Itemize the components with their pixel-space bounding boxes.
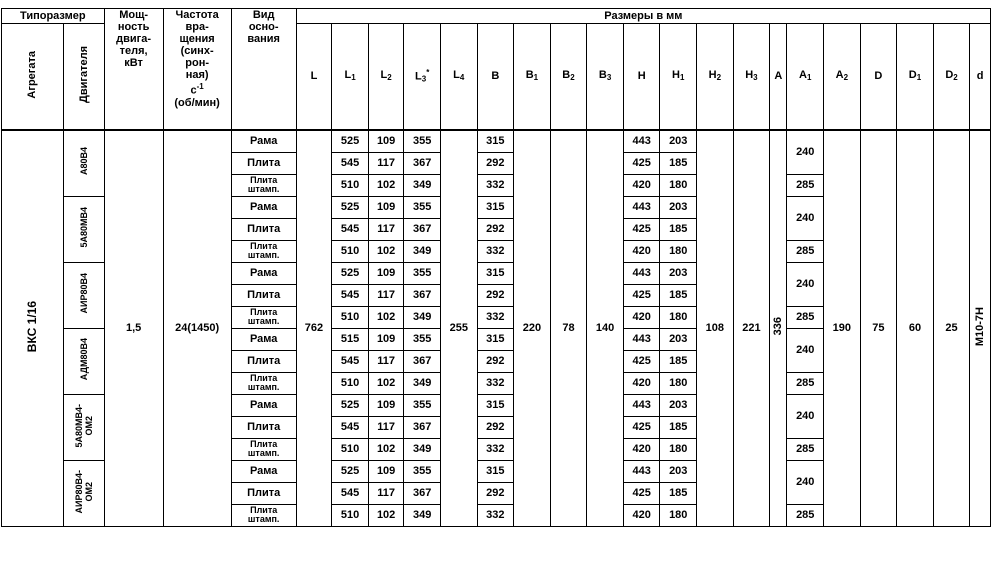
header-dim-h3 [733,24,770,130]
motor-label: АИР80В4 [78,273,89,314]
cell-agregat [2,130,64,527]
cell-motor [63,328,104,394]
header-dim-subscript: 1 [533,72,539,82]
cell-B: 292 [477,284,514,306]
header-dim-subscript: 4 [459,72,465,82]
header-dim-symbol: A [835,68,844,81]
header-dim-subscript: 3 [753,72,758,82]
dimensions-table [1,8,991,527]
cell-B: 332 [477,174,514,196]
header-dim-b [477,24,514,130]
cell-H: 420 [623,372,660,394]
cell-L2: 109 [368,460,404,482]
cell-d [970,130,991,527]
header-dim-superscript: * [426,67,430,77]
cell-L1: 510 [332,504,369,526]
header-power-text: Мощ- ность двига- теля, кВт [116,9,152,69]
header-dim-symbol: d [976,70,984,83]
cell-L1: 510 [332,240,369,262]
cell-B: 292 [477,416,514,438]
cell-A1: 240 [787,196,824,240]
cell-B1: 220 [514,130,551,527]
cell-A1: 285 [787,174,824,196]
cell-L3: 367 [404,350,441,372]
cell-base-type: Плита штамп. [231,306,296,328]
header-dim-h [623,24,660,130]
cell-L1: 525 [332,460,369,482]
cell-D1: 60 [897,130,934,527]
header-speed [163,9,231,130]
agregat-label: ВКС 1/16 [25,300,40,353]
cell-L2: 109 [368,196,404,218]
cell-base-type: Рама [231,262,296,284]
cell-motor [63,460,104,526]
cell-L2: 109 [368,328,404,350]
cell-H1: 180 [660,372,697,394]
cell-H1: 180 [660,240,697,262]
cell-B: 315 [477,130,514,153]
cell-A1: 285 [787,240,824,262]
cell-L1: 545 [332,284,369,306]
cell-L3: 367 [404,482,441,504]
cell-A1: 240 [787,262,824,306]
cell-A1: 285 [787,504,824,526]
cell-H: 425 [623,350,660,372]
cell-L1: 510 [332,438,369,460]
cell-B: 292 [477,482,514,504]
header-dim-h1 [660,24,697,130]
cell-D2: 25 [933,130,970,527]
header-dim-symbol: B [598,68,607,81]
header-dimensions: Размеры в мм [296,9,990,24]
cell-H: 443 [623,262,660,284]
header-dim-symbol: D [874,70,883,83]
header-dim-subscript: 2 [953,72,958,82]
cell-A1: 240 [787,460,824,504]
cell-H: 420 [623,504,660,526]
cell-speed: 24(1450) [163,130,231,527]
header-dim-subscript: 1 [806,72,812,82]
header-dim-symbol: A [799,68,807,81]
header-dim-l4 [440,24,477,130]
cell-H1: 180 [660,174,697,196]
cell-B: 315 [477,460,514,482]
cell-L2: 102 [368,240,404,262]
cell-base-type: Плита штамп. [231,240,296,262]
cell-H3: 221 [733,130,770,527]
cell-L3: 349 [404,438,441,460]
cell-L1: 545 [332,350,369,372]
cell-H1: 185 [660,152,697,174]
cell-base-type: Плита [231,218,296,240]
header-base-type [231,9,296,130]
cell-base-type: Рама [231,130,296,153]
cell-H: 425 [623,218,660,240]
header-dim-l3 [404,24,441,130]
header-dim-symbol: A [774,70,783,83]
cell-H1: 203 [660,196,697,218]
header-dim-subscript: 1 [679,72,685,82]
cell-power: 1,5 [104,130,163,527]
cell-H: 420 [623,306,660,328]
cell-L2: 102 [368,174,404,196]
header-dim-symbol: H [745,68,754,81]
cell-L2: 117 [368,350,404,372]
cell-B: 332 [477,438,514,460]
cell-L2: 117 [368,218,404,240]
cell-L3: 367 [404,416,441,438]
cell-H: 425 [623,152,660,174]
cell-L3: 349 [404,504,441,526]
cell-H: 443 [623,394,660,416]
header-dim-symbol: D [908,68,917,81]
cell-B: 332 [477,306,514,328]
cell-A [770,130,787,527]
cell-base-type: Плита [231,416,296,438]
cell-H1: 185 [660,218,697,240]
cell-H2: 108 [697,130,734,527]
header-agregat [2,24,64,130]
cell-L1: 525 [332,130,369,153]
cell-L2: 109 [368,130,404,153]
cell-B: 315 [477,262,514,284]
cell-B: 332 [477,504,514,526]
header-dim-symbol: B [491,70,500,83]
header-dim-a1 [787,24,824,130]
cell-H1: 180 [660,504,697,526]
cell-L3: 349 [404,174,441,196]
cell-L1: 515 [332,328,369,350]
A-value: 336 [772,317,785,336]
cell-base-type: Рама [231,394,296,416]
motor-label: 5А80МВ4- ОМ2 [73,403,94,448]
header-dim-b2 [550,24,587,130]
cell-L4: 255 [440,130,477,527]
cell-H1: 203 [660,262,697,284]
cell-L3: 349 [404,372,441,394]
cell-H1: 180 [660,306,697,328]
cell-L3: 355 [404,328,441,350]
header-dim-subscript: 3 [421,74,427,84]
cell-L3: 367 [404,152,441,174]
cell-H1: 185 [660,350,697,372]
cell-A1: 285 [787,372,824,394]
cell-H1: 180 [660,438,697,460]
cell-H1: 203 [660,394,697,416]
cell-L2: 102 [368,306,404,328]
cell-H: 425 [623,416,660,438]
cell-L1: 545 [332,416,369,438]
header-dim-b1 [514,24,551,130]
cell-A1: 285 [787,306,824,328]
cell-H: 420 [623,240,660,262]
cell-B: 332 [477,240,514,262]
cell-H1: 203 [660,328,697,350]
header-dim-symbol: H [672,68,680,81]
cell-H: 425 [623,482,660,504]
header-dim-symbol: L [453,68,460,81]
cell-L3: 355 [404,130,441,153]
cell-A1: 285 [787,438,824,460]
cell-L2: 109 [368,394,404,416]
cell-L: 762 [296,130,332,527]
cell-base-type: Плита штамп. [231,174,296,196]
cell-B: 315 [477,328,514,350]
header-dim-subscript: 1 [351,72,356,82]
cell-motor [63,130,104,197]
cell-B: 292 [477,152,514,174]
header-dim-l [296,24,332,130]
cell-L2: 109 [368,262,404,284]
cell-A1: 240 [787,130,824,175]
cell-L3: 349 [404,306,441,328]
cell-L2: 102 [368,438,404,460]
motor-label: АИР80В4- ОМ2 [73,469,94,514]
cell-base-type: Рама [231,196,296,218]
header-dim-a [770,24,787,130]
cell-L1: 525 [332,394,369,416]
cell-H1: 203 [660,130,697,153]
header-dim-symbol: B [525,68,534,81]
header-dim-symbol: B [562,68,571,81]
header-dim-symbol: L [380,68,388,81]
cell-B: 292 [477,218,514,240]
cell-L2: 117 [368,284,404,306]
cell-L2: 102 [368,372,404,394]
header-power [104,9,163,130]
cell-H: 443 [623,460,660,482]
motor-label: А80В4 [78,147,89,176]
header-base-type-text: Вид осно- вания [247,9,280,45]
cell-L3: 367 [404,218,441,240]
cell-L3: 349 [404,240,441,262]
cell-L2: 102 [368,504,404,526]
cell-L3: 367 [404,284,441,306]
cell-motor [63,196,104,262]
header-dim-d2 [933,24,970,130]
header-motor [63,24,104,130]
cell-H1: 185 [660,416,697,438]
cell-D: 75 [860,130,897,527]
header-tiporazmer: Типоразмер [2,9,105,24]
cell-B2: 78 [550,130,587,527]
cell-L1: 510 [332,306,369,328]
header-dim-subscript: 3 [606,72,612,82]
cell-H1: 185 [660,284,697,306]
header-dim-d [860,24,897,130]
header-dim-b3 [587,24,624,130]
header-dim-symbol: L [310,70,318,83]
cell-H: 420 [623,174,660,196]
header-dim-symbol: D [945,68,954,81]
header-dim-symbol: L [415,70,422,83]
cell-L2: 117 [368,152,404,174]
header-dim-l1 [332,24,369,130]
cell-A1: 240 [787,394,824,438]
cell-B3: 140 [587,130,624,527]
header-dim-subscript: 2 [570,72,575,82]
header-dim-l2 [368,24,404,130]
cell-base-type: Плита штамп. [231,504,296,526]
cell-L1: 510 [332,372,369,394]
cell-L1: 545 [332,482,369,504]
header-dim-subscript: 2 [387,72,392,82]
cell-H: 443 [623,328,660,350]
cell-L2: 117 [368,482,404,504]
header-dim-d [970,24,991,130]
cell-base-type: Рама [231,460,296,482]
cell-L3: 355 [404,262,441,284]
cell-base-type: Плита [231,152,296,174]
header-agregat-text: Агрегата [26,50,39,99]
motor-label: АДМ80В4 [78,338,89,381]
header-motor-text: Двигателя [77,46,90,104]
cell-base-type: Плита штамп. [231,438,296,460]
cell-B: 315 [477,196,514,218]
header-dim-subscript: 2 [716,72,722,82]
cell-B: 315 [477,394,514,416]
cell-B: 292 [477,350,514,372]
header-speed-text: Частота вра- щения (синх- рон- ная) с [175,9,219,97]
cell-L2: 117 [368,416,404,438]
header-dim-subscript: 1 [916,72,922,82]
cell-H: 425 [623,284,660,306]
cell-H: 420 [623,438,660,460]
header-dim-symbol: H [708,68,717,81]
cell-L1: 525 [332,262,369,284]
cell-L1: 525 [332,196,369,218]
cell-L3: 355 [404,196,441,218]
cell-H: 443 [623,130,660,153]
header-dim-symbol: L [344,68,352,81]
header-speed-sup: -1 [196,82,204,91]
cell-H: 443 [623,196,660,218]
header-dim-a2 [824,24,861,130]
motor-label: 5А80МВ4 [78,207,89,248]
cell-L1: 510 [332,174,369,196]
cell-motor [63,262,104,328]
cell-L3: 355 [404,460,441,482]
header-dim-d1 [897,24,934,130]
cell-base-type: Плита штамп. [231,372,296,394]
cell-A1: 240 [787,328,824,372]
cell-L3: 355 [404,394,441,416]
cell-L1: 545 [332,152,369,174]
table-row [2,130,991,153]
d-value: М10-7Н [974,306,987,347]
cell-H1: 203 [660,460,697,482]
header-dim-symbol: H [637,70,646,83]
cell-base-type: Плита [231,482,296,504]
cell-base-type: Плита [231,350,296,372]
cell-A2: 190 [824,130,861,527]
header-speed-unit: (об/мин) [174,96,220,109]
cell-base-type: Рама [231,328,296,350]
cell-B: 332 [477,372,514,394]
cell-base-type: Плита [231,284,296,306]
header-dim-h2 [697,24,734,130]
cell-H1: 185 [660,482,697,504]
header-dim-subscript: 2 [843,72,849,82]
cell-motor [63,394,104,460]
cell-L1: 545 [332,218,369,240]
